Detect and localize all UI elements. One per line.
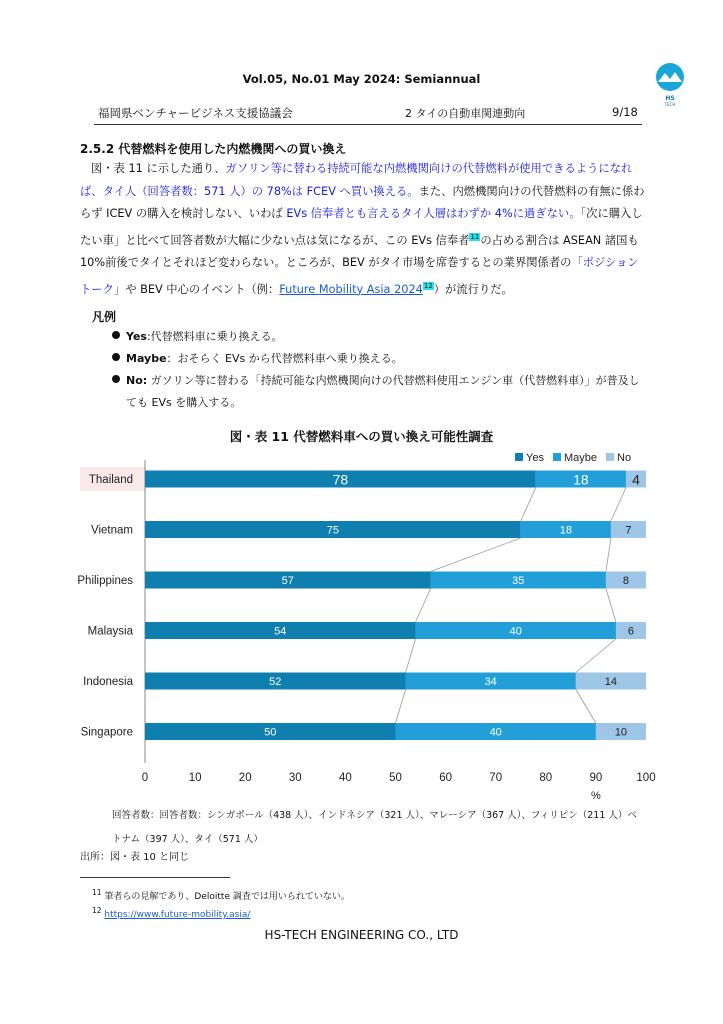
organization-name: 福岡県ベンチャービジネス支援協議会	[98, 106, 293, 120]
footer-company: HS-TECH ENGINEERING CO., LTD	[264, 928, 459, 942]
footnote-12-link[interactable]: https://www.future-mobility.asia/	[104, 910, 251, 920]
data-label-malaysia-no: 6	[627, 625, 635, 638]
category-label-vietnam: Vietnam	[91, 524, 133, 537]
series-connector-line	[576, 639, 616, 673]
footnote-11: $^{11}$ 筆者らの見解であり、Deloitte 調査では用いられていない。	[92, 888, 350, 902]
legend-swatch-yes	[515, 453, 523, 461]
data-label-philippines-no: 8	[622, 575, 630, 587]
legend-item-no: No: ガソリン等に替わる「持続可能な内燃機関向けの代替燃料使用エンジン車（代替燃料車）」が普及しても EVs を購入する。	[112, 370, 642, 414]
x-tick-label: 30	[288, 772, 302, 784]
svg-text:TECH: TECH	[664, 102, 676, 107]
category-label-malaysia: Malaysia	[87, 625, 133, 638]
data-label-indonesia-maybe: 34	[484, 676, 497, 688]
series-connector-line	[416, 589, 431, 623]
x-tick-label: 40	[339, 772, 352, 784]
event-link[interactable]: Future Mobility Asia 2024	[279, 282, 423, 296]
footnote-ref-12[interactable]: 12	[423, 281, 433, 290]
data-label-philippines-yes: 57	[281, 575, 294, 587]
data-label-vietnam-yes: 75	[326, 524, 339, 537]
x-tick-label: 90	[589, 772, 603, 784]
data-label-indonesia-yes: 52	[269, 676, 282, 688]
svg-text:HS: HS	[665, 95, 675, 102]
legend-swatch-maybe	[553, 453, 561, 461]
x-tick-label: 50	[389, 772, 402, 784]
legend-item-maybe: Maybe：おそらく EVs から代替燃料車へ乗り換える。	[112, 348, 642, 370]
section-heading: 2.5.2 代替燃料を使用した内燃機関への買い換え	[80, 142, 347, 156]
data-label-thailand-no: 4	[632, 471, 640, 488]
legend-label-no: No	[617, 452, 632, 464]
category-label-philippines: Philippines	[77, 575, 133, 587]
page-number: 9/18	[612, 105, 638, 119]
series-connector-line	[606, 589, 616, 623]
chart-title: 図・表 11 代替燃料車への買い換え可能性調査	[229, 429, 494, 444]
data-label-singapore-yes: 50	[264, 726, 277, 739]
category-label-thailand: Thailand	[88, 474, 133, 486]
legend-item-yes: Yes:代替燃料車に乗り換える。	[112, 326, 642, 348]
legend-swatch-no	[606, 453, 614, 461]
data-label-vietnam-maybe: 18	[559, 524, 572, 537]
series-connector-line	[611, 488, 626, 522]
body-paragraph: 図・表 11 に示した通り、ガソリン等に替わる持続可能な内燃機関向けの代替燃料が使用できるようになれば、タイ人（回答者数：571 人）の 78%は FCEV へ買い換える。また、内燃機関向けの代替燃料の有無に係わらず ICEV の購入を検討しない、いわば EVs 信奉者とも言えるタイ人層はわずか 4%に過ぎない。「次に購入したい車」と比べて回答者数が大幅に少ない点は気になるが、この EVs 信奉者$^{11}$の占める割合は ASEAN 諸国も 10%前後でタイとそれほど変わらない。ところが、BEV がタイ市場を席巻するとの業界関係者の「ポジショントーク」や BEV 中心のイベント（例：Future Mobility Asia 2024$^{12}$）が流行りだ。	[80, 162, 645, 296]
x-tick-label: 100	[636, 772, 656, 784]
x-tick-label: 70	[489, 772, 503, 784]
x-tick-label: 10	[188, 772, 202, 784]
legend-heading: 凡例	[92, 310, 117, 324]
legend-label-maybe: Maybe	[564, 452, 598, 464]
x-axis-label: %	[591, 790, 601, 802]
source-note: 出所：図・表 10 と同じ	[80, 852, 190, 863]
footnote-12: $^{12}$ https://www.future-mobility.asia/	[92, 906, 251, 920]
series-connector-line	[396, 690, 406, 724]
series-connector-line	[431, 538, 521, 572]
x-tick-label: 0	[141, 772, 149, 784]
footnote-ref-11[interactable]: 11	[470, 232, 480, 241]
data-label-indonesia-no: 14	[604, 676, 618, 688]
series-connector-line	[576, 690, 596, 724]
x-tick-label: 20	[238, 772, 252, 784]
data-label-thailand-maybe: 18	[573, 471, 589, 488]
data-label-philippines-maybe: 35	[512, 575, 525, 587]
data-label-malaysia-yes: 54	[274, 625, 287, 638]
legend-label-yes: Yes	[526, 452, 544, 464]
footnote-divider	[80, 877, 230, 878]
series-connector-line	[521, 488, 536, 522]
data-label-thailand-yes: 78	[332, 471, 349, 488]
series-connector-line	[606, 538, 611, 572]
volume-header: Vol.05, No.01 May 2024: Semiannual	[242, 72, 481, 86]
x-tick-label: 60	[439, 772, 452, 784]
category-label-indonesia: Indonesia	[83, 676, 133, 688]
respondents-note: 回答者数：回答者数：シンガポール（438 人）、インドネシア（321 人）、マレーシア（367 人）、フィリピン（211 人）ベトナム（397 人）、タイ（571 人）	[112, 810, 637, 845]
category-label-singapore: Singapore	[80, 726, 133, 739]
chapter-title: 2 タイの自動車関連動向	[405, 107, 526, 120]
series-connector-line	[406, 639, 416, 673]
data-label-malaysia-maybe: 40	[509, 625, 522, 638]
data-label-vietnam-no: 7	[625, 524, 632, 537]
data-label-singapore-maybe: 40	[489, 726, 502, 739]
x-tick-label: 80	[539, 772, 553, 784]
data-label-singapore-no: 10	[614, 726, 628, 739]
